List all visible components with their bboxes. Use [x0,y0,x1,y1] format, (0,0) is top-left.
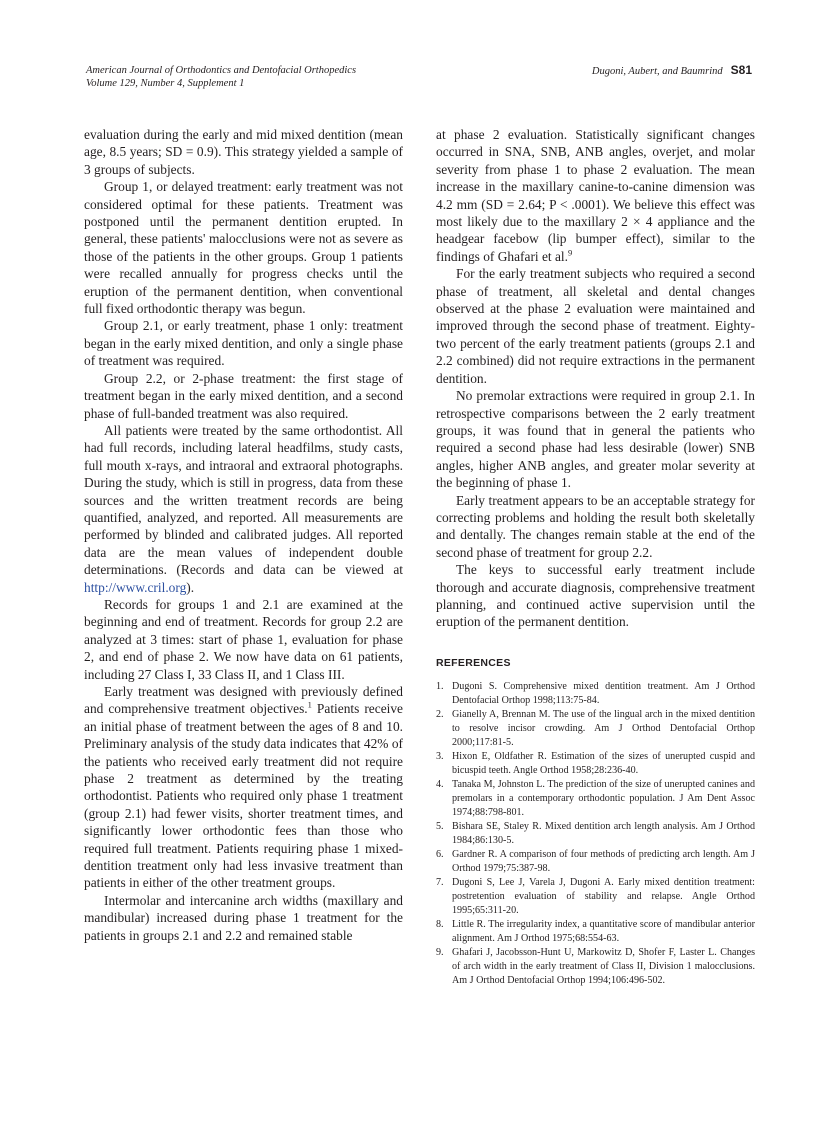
page-number: S81 [730,63,752,77]
paragraph: Group 1, or delayed treatment: early treatment was not considered optimal for these patients. Treatment was postponed until the permanent dentition erupted. In general, these patients' malocclusions were not as severe as those of the patients in the other groups. Group 1 patients were recalled annually for progress checks until the eruption of the permanent dentition, when conventional full fixed orthodontic therapy was begun. [84,179,403,317]
paragraph: No premolar extractions were required in group 2.1. In retrospective comparisons between the 2 early treatment groups, it was found that in general the patients who required a second phase had less desirable (lower) SNB angles, higher ANB angles, and greater molar severity at the beginning of phase 1. [436,388,755,491]
right-column [436,126,755,988]
paragraph [84,422,403,596]
reference-text: Ghafari J, Jacobsson-Hunt U, Markowitz D, Shofer F, Laster L. Changes of arch width in the early treatment of Class II, Division 1 malocclusions. Am J Orthod Dentofacial Orthop 1994;106:496-502. [452,947,755,987]
journal-info [86,64,356,90]
reference-item [436,918,755,946]
reference-text: Bishara SE, Staley R. Mixed dentition arch length analysis. Am J Orthod 1984;86:130-5. [452,821,755,847]
reference-text: Little R. The irregularity index, a quantitative score of mandibular anterior alignment. Am J Orthod 1975;68:554-63. [452,919,755,945]
records-link[interactable]: http://www.cril.org [84,579,187,595]
reference-number: 9. [436,947,444,959]
paragraph: evaluation during the early and mid mixed dentition (mean age, 8.5 years; SD = 0.9). This strategy yielded a sample of 3 groups of subjects. [84,127,403,177]
paragraph-text: ). [186,579,195,595]
reference-item [436,708,755,750]
left-column [84,126,403,944]
journal-volume: Volume 129, Number 4, Supplement 1 [86,78,245,89]
reference-number: 7. [436,877,444,889]
paragraph-text: Patients receive an initial phase of treatment between the ages of 8 and 10. Preliminary analysis of the study data indicates that 42% of the patients who received early treatment did not require phase 2 treatment as determined by the treating orthodontist. Patients who required only phase 1 treatment (group 2.1) had fewer visits, shorter treatment times, and significantly lower orthodontic fees than those who required full treatment. Patients requiring phase 1 mixed-dentition treatment only had less invasive treatment than patients in either of the other treatment groups. [84,701,403,891]
reference-item [436,680,755,708]
reference-list [436,680,755,988]
journal-title: American Journal of Orthodontics and Dentofacial Orthopedics [86,65,357,76]
paragraph: Intermolar and intercanine arch widths (maxillary and mandibular) increased during phase 1 treatment for the patients in groups 2.1 and 2.2 and remained stable [84,892,403,943]
reference-number: 5. [436,821,444,833]
paragraph-text: Early treatment was designed with previously defined and comprehensive treatment objectives. [84,684,403,717]
reference-text: Gardner R. A comparison of four methods of predicting arch length. Am J Orthod 1979;75:387-98. [452,849,755,875]
paragraph-text: All patients were treated by the same orthodontist. All had full records, including lateral headfilms, study casts, full mouth x-rays, and intraoral and extraoral photographs. During the study, which is still in progress, data from these sources and the written treatment records are being quantified, analyzed, and reported. All measurements are performed by blinded and calibrated judges. All reported data are the mean values of independent double determinations. (Records and data can be viewed at [84,422,403,578]
paragraph: Group 2.1, or early treatment, phase 1 only: treatment began in the early mixed dentition, and only a single phase of treatment was required. [84,318,403,369]
reference-text: Tanaka M, Johnston L. The prediction of the size of unerupted canines and premolars in a contemporary orthodontic population. J Am Dent Assoc 1974;88:798-801. [452,779,755,819]
reference-item [436,848,755,876]
citation-superscript: 9 [568,247,573,258]
paragraph [436,126,755,265]
reference-text: Dugoni S. Comprehensive mixed dentition treatment. Am J Orthod Dentofacial Orthop 1998;113:75-84. [452,681,755,707]
paragraph: Group 2.2, or 2-phase treatment: the first stage of treatment began in the early mixed dentition, and a second phase of full-banded treatment was also required. [84,370,403,421]
paragraph: For the early treatment subjects who required a second phase of treatment, all skeletal and dental changes observed at the phase 2 evaluation were maintained and improved through the second phase of treatment. Eighty-two percent of the early treatment patients (groups 2.1 and 2.2 combined) did not require extractions in the permanent dentition. [436,266,755,386]
reference-item [436,876,755,918]
reference-number: 3. [436,751,444,763]
reference-number: 8. [436,919,444,931]
running-authors: Dugoni, Aubert, and Baumrind [591,66,723,77]
reference-number: 1. [436,681,444,693]
paragraph-text: at phase 2 evaluation. Statistically significant changes occurred in SNA, SNB, ANB angles, overjet, and molar severity from phase 1 to phase 2 evaluation. The mean increase in the maxillary canine-to-canine dimension was 4.2 mm (SD = 2.64; P < .0001). We believe this effect was most likely due to the maxillary 2 × 4 appliance and the headgear facebow (lip bumper effect), similar to the findings of Ghafari et al. [436,127,755,264]
reference-number: 2. [436,709,444,721]
reference-number: 4. [436,779,444,791]
running-header [86,64,752,96]
reference-number: 6. [436,849,444,861]
paragraph: The keys to successful early treatment include thorough and accurate diagnosis, comprehensive treatment planning, and continued active supervision until the eruption of the permanent dentition. [436,562,755,630]
paragraph: Early treatment appears to be an acceptable strategy for correcting problems and holding the result both skeletally and dentally. The changes remain stable at the end of the second phase of treatment for group 2.2. [436,492,755,560]
reference-text: Gianelly A, Brennan M. The use of the lingual arch in the mixed dentition to resolve incisor crowding. Am J Orthod Dentofacial Orthop 2000;117:81-5. [452,709,755,749]
reference-text: Hixon E, Oldfather R. Estimation of the sizes of unerupted cuspid and bicuspid teeth. Angle Orthod 1958;28:236-40. [452,751,755,777]
citation-superscript: 1 [307,699,312,710]
reference-item [436,820,755,848]
author-page-info [592,64,752,78]
reference-item [436,778,755,820]
references-heading: REFERENCES [436,656,511,669]
paragraph: Records for groups 1 and 2.1 are examined at the beginning and end of treatment. Records for group 2.2 are analyzed at 3 times: start of phase 1, evaluation for phase 2, and end of phase 2. We now have data on 61 patients, including 27 Class I, 33 Class II, and 1 Class III. [84,596,403,682]
reference-text: Dugoni S, Lee J, Varela J, Dugoni A. Early mixed dentition treatment: postretention evaluation of stability and relapse. Angle Orthod 1995;65:311-20. [452,877,755,917]
paragraph [84,683,403,892]
reference-item [436,750,755,778]
reference-item [436,946,755,988]
